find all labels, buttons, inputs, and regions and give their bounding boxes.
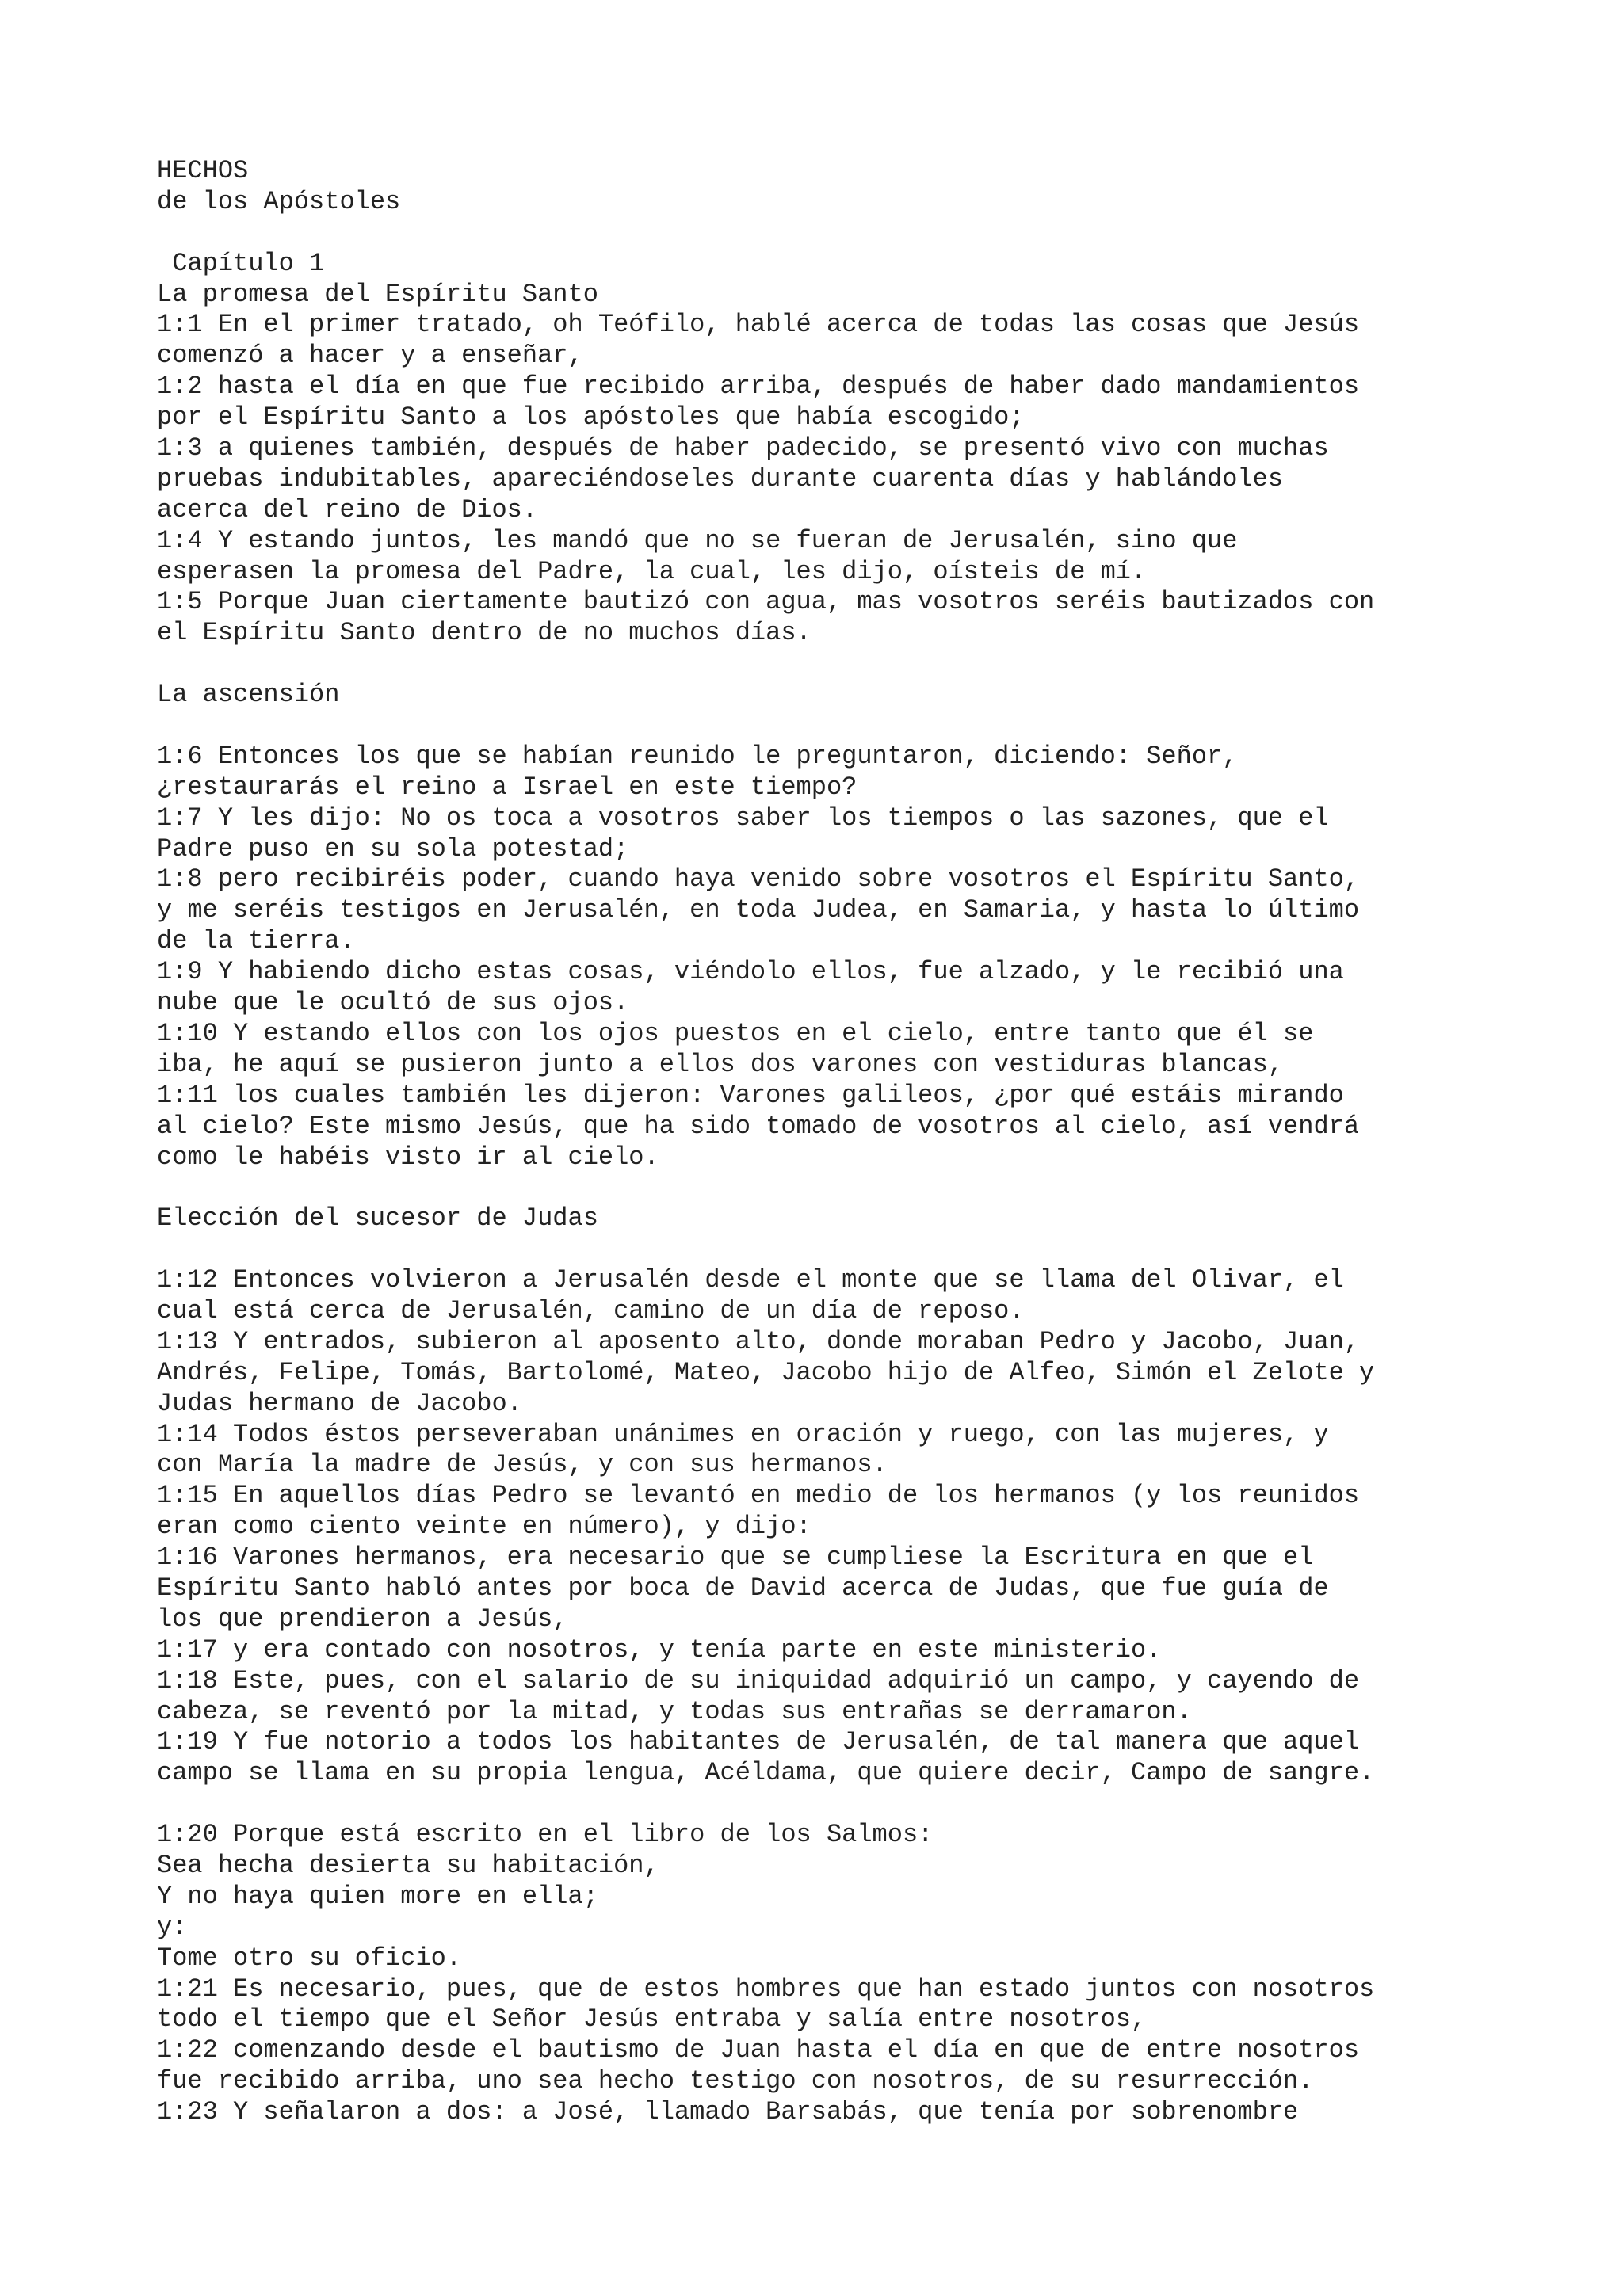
text-line: HECHOS <box>157 156 249 185</box>
text-line: al cielo? Este mismo Jesús, que ha sido tomado de vosotros al cielo, así vendrá <box>157 1111 1360 1141</box>
text-line: esperasen la promesa del Padre, la cual, les dijo, oísteis de mí. <box>157 556 1147 586</box>
blank-line <box>157 649 1568 680</box>
text-line: por el Espíritu Santo a los apóstoles que había escogido; <box>157 402 1025 433</box>
text-line: 1:4 Y estando juntos, les mandó que no se fueran de Jerusalén, sino que <box>157 525 1238 555</box>
blank-line <box>157 1234 1568 1265</box>
text-line: 1:21 Es necesario, pues, que de estos hombres que han estado juntos con nosotros <box>157 1974 1375 2004</box>
text-line: La promesa del Espíritu Santo <box>157 279 598 309</box>
text-line: 1:11 los cuales también les dijeron: Varones galileos, ¿por qué estáis mirando <box>157 1080 1344 1110</box>
text-line: 1:20 Porque está escrito en el libro de los Salmos: <box>157 1820 934 1850</box>
text-line: los que prendieron a Jesús, <box>157 1604 568 1634</box>
text-line: 1:10 Y estando ellos con los ojos puestos en el cielo, entre tanto que él se <box>157 1018 1314 1048</box>
text-line: 1:12 Entonces volvieron a Jerusalén desde el monte que se llama del Olivar, el <box>157 1265 1344 1295</box>
text-line: Sea hecha desierta su habitación, <box>157 1850 659 1880</box>
text-line: Padre puso en su sola potestad; <box>157 833 629 864</box>
text-line: Judas hermano de Jacobo. <box>157 1388 522 1418</box>
text-line: cabeza, se reventó por la mitad, y todas sus entrañas se derramaron. <box>157 1696 1192 1726</box>
text-line: 1:15 En aquellos días Pedro se levantó en medio de los hermanos (y los reunidos <box>157 1481 1360 1511</box>
text-line: 1:14 Todos éstos perseveraban unánimes en oración y ruego, con las mujeres, y <box>157 1419 1329 1449</box>
text-line: y: <box>157 1912 188 1942</box>
text-line: de los Apóstoles <box>157 186 401 216</box>
text-line: 1:7 Y les dijo: No os toca a vosotros saber los tiempos o las sazones, que el <box>157 803 1329 833</box>
text-line: cual está cerca de Jerusalén, camino de un día de reposo. <box>157 1295 1025 1325</box>
text-line: Espíritu Santo habló antes por boca de David acerca de Judas, que fue guía de <box>157 1573 1329 1603</box>
text-line: eran como ciento veinte en número), y dijo: <box>157 1512 812 1542</box>
text-line: 1:13 Y entrados, subieron al aposento alto, donde moraban Pedro y Jacobo, Juan, <box>157 1326 1360 1356</box>
text-line: ¿restaurarás el reino a Israel en este tiempo? <box>157 772 857 802</box>
text-line: 1:18 Este, pues, con el salario de su iniquidad adquirió un campo, y cayendo de <box>157 1665 1360 1695</box>
text-line: 1:5 Porque Juan ciertamente bautizó con agua, mas vosotros seréis bautizados con <box>157 587 1375 617</box>
text-line: 1:3 a quienes también, después de haber padecido, se presentó vivo con muchas <box>157 433 1329 463</box>
text-line: Tome otro su oficio. <box>157 1943 462 1973</box>
text-line: 1:8 pero recibiréis poder, cuando haya venido sobre vosotros el Espíritu Santo, <box>157 864 1360 894</box>
text-line: con María la madre de Jesús, y con sus hermanos. <box>157 1450 888 1480</box>
text-line: acerca del reino de Dios. <box>157 494 538 524</box>
text-line: de la tierra. <box>157 926 355 956</box>
text-line: Capítulo 1 <box>157 248 325 278</box>
text-line: 1:1 En el primer tratado, oh Teófilo, hablé acerca de todas las cosas que Jesús <box>157 310 1360 340</box>
blank-line <box>157 711 1568 742</box>
text-line: 1:16 Varones hermanos, era necesario que se cumpliese la Escritura en que el <box>157 1543 1314 1573</box>
text-line: nube que le ocultó de sus ojos. <box>157 988 629 1018</box>
text-line: 1:17 y era contado con nosotros, y tenía parte en este ministerio. <box>157 1634 1162 1665</box>
text-line: pruebas indubitables, apareciéndoseles durante cuarenta días y hablándoles <box>157 463 1284 494</box>
text-line: 1:9 Y habiendo dicho estas cosas, viéndolo ellos, fue alzado, y le recibió una <box>157 957 1344 987</box>
text-line: y me seréis testigos en Jerusalén, en toda Judea, en Samaria, y hasta lo último <box>157 895 1360 925</box>
text-line: Y no haya quien more en ella; <box>157 1881 598 1911</box>
text-line: fue recibido arriba, uno sea hecho testigo con nosotros, de su resurrección. <box>157 2066 1314 2096</box>
text-line: el Espíritu Santo dentro de no muchos días. <box>157 618 812 648</box>
text-line: todo el tiempo que el Señor Jesús entraba y salía entre nosotros, <box>157 2004 1147 2035</box>
text-line: Andrés, Felipe, Tomás, Bartolomé, Mateo, Jacobo hijo de Alfeo, Simón el Zelote y <box>157 1357 1375 1387</box>
document-page <box>157 156 1568 2128</box>
text-line: 1:2 hasta el día en que fue recibido arriba, después de haber dado mandamientos <box>157 372 1360 402</box>
text-line: comenzó a hacer y a enseñar, <box>157 341 583 371</box>
blank-line <box>157 218 1568 249</box>
text-line: 1:23 Y señalaron a dos: a José, llamado Barsabás, que tenía por sobrenombre <box>157 2097 1299 2127</box>
text-line: campo se llama en su propia lengua, Acéldama, que quiere decir, Campo de sangre. <box>157 1758 1375 1788</box>
text-line: como le habéis visto ir al cielo. <box>157 1142 659 1172</box>
text-line: 1:6 Entonces los que se habían reunido le preguntaron, diciendo: Señor, <box>157 741 1238 771</box>
text-line: Elección del sucesor de Judas <box>157 1203 598 1234</box>
blank-line <box>157 1173 1568 1203</box>
blank-line <box>157 1789 1568 1820</box>
text-line: La ascensión <box>157 680 340 710</box>
text-line: 1:19 Y fue notorio a todos los habitantes de Jerusalén, de tal manera que aquel <box>157 1727 1360 1757</box>
text-line: 1:22 comenzando desde el bautismo de Juan hasta el día en que de entre nosotros <box>157 2035 1360 2065</box>
text-line: iba, he aquí se pusieron junto a ellos dos varones con vestiduras blancas, <box>157 1049 1284 1079</box>
